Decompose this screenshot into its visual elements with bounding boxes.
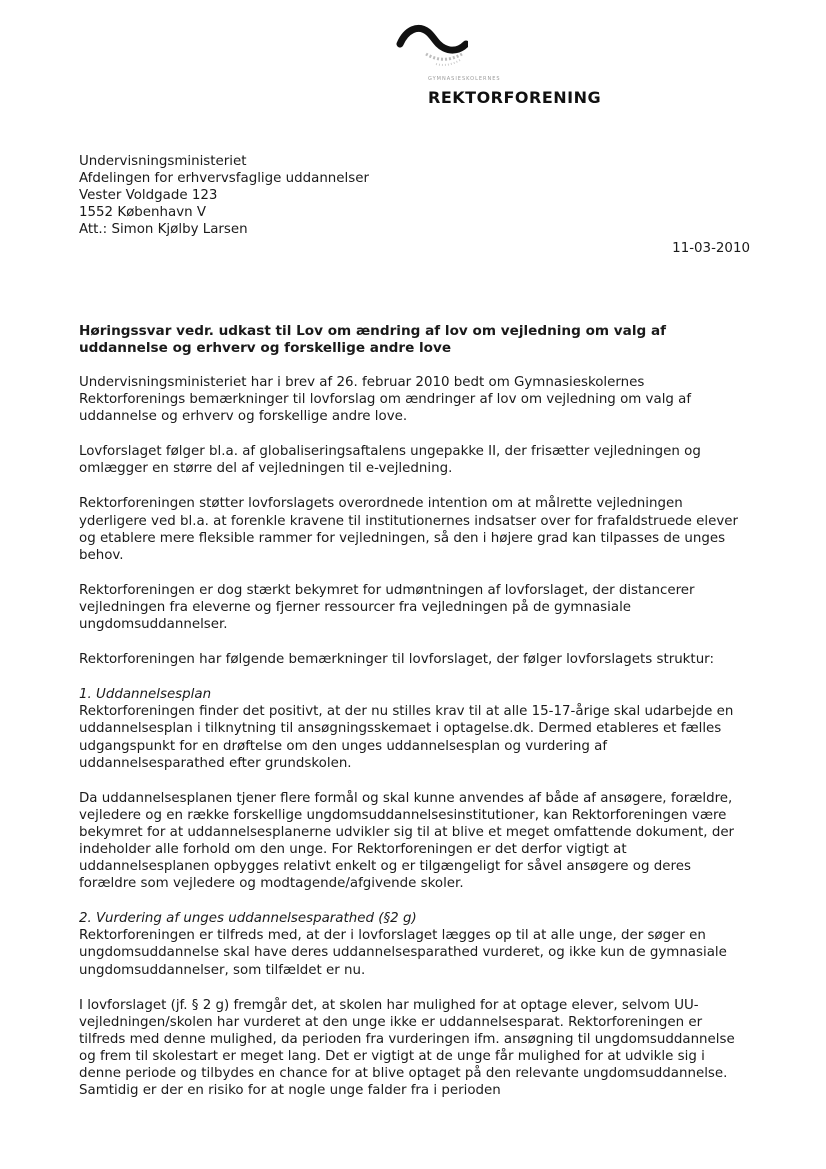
paragraph: Da uddannelsesplanen tjener flere formål og skal kunne anvendes af både af ansøgere, forældre, vejledere og en række forskellige ungdomsuddannelsesinstitutioner, kan Rektorforeningen være bekymret for at uddannelsesplanerne udvikler sig til at blive et meget omfattende dokument, der indeholder alle forhold om den unge. For Rektorforeningen er det derfor vigtigt at uddannelsesplanen opbygges relativt enkelt og er tilgængeligt for såvel ansøgere og deres forældre som vejledere og modtagende/afgivende skoler. bbox=[79, 790, 735, 892]
organization-name: REKTORFORENING bbox=[428, 88, 602, 107]
logo-tagline: GYMNASIESKOLERNES bbox=[428, 76, 501, 82]
section-heading: 1. Uddannelsesplan bbox=[79, 687, 212, 703]
letter-subject: Høringssvar vedr. udkast til Lov om ændring af lov om vejledning om valg af uddannelse og erhverv og forskellige andre love bbox=[79, 323, 667, 356]
paragraph: Rektorforeningen er tilfreds med, at der i lovforslaget lægges op til at alle unge, der søger en ungdomsuddannelse skal have deres uddannelsesparathed vurderet, og ikke kun de gymnasiale ungdomsuddannelser, som tilfældet er nu. bbox=[79, 928, 727, 978]
paragraph: Undervisningsministeriet har i brev af 26. februar 2010 bedt om Gymnasieskolernes Rektorforenings bemærkninger til lovforslag om ændringer af lov om vejledning om valg af uddannelse og erhverv og forskellige andre love. bbox=[79, 375, 692, 425]
paragraph: Rektorforeningen er dog stærkt bekymret for udmøntningen af lovforslaget, der distancerer vejledningen fra eleverne og fjerner ressourcer fra vejledningen på de gymnasiale ungdomsuddannelser. bbox=[79, 582, 695, 633]
letter-body bbox=[79, 374, 744, 1099]
section-heading: 2. Vurdering af unges uddannelsesparathed (§2 g) bbox=[79, 911, 417, 927]
address-line: Vester Voldgade 123 bbox=[79, 188, 218, 203]
address-line: Afdelingen for erhvervsfaglige uddannelser bbox=[79, 171, 369, 186]
paragraph: Rektorforeningen finder det positivt, at der nu stilles krav til at alle 15-17-årige skal udarbejde en uddannelsesplan i tilknytning til ansøgningsskemaet i optagelse.dk. Dermed etableres et fælles udgangspunkt for en drøftelse om den unges uddannelsesplan og vurdering af uddannelsesparathed efter grundskolen. bbox=[79, 704, 734, 771]
letter-date: 11-03-2010 bbox=[672, 241, 750, 256]
paragraph: Rektorforeningen støtter lovforslagets overordnede intention om at målrette vejledningen yderligere ved bl.a. at forenkle kravene til institutionernes indsatser over for frafaldstruede elever og etablere mere fleksible rammer for vejledningen, så den i højere grad kan tilpasses de unges behov. bbox=[79, 496, 739, 563]
address-line: 1552 København V bbox=[79, 205, 207, 220]
paragraph: Lovforslaget følger bl.a. af globaliseringsaftalens ungepakke II, der frisætter vejledningen og omlægger en større del af vejledningen til e-vejledning. bbox=[79, 444, 701, 477]
rektorforening-logo-icon bbox=[396, 20, 468, 72]
recipient-address bbox=[79, 153, 369, 238]
address-line: Undervisningsministeriet bbox=[79, 154, 247, 169]
paragraph: Rektorforeningen har følgende bemærkninger til lovforslaget, der følger lovforslagets struktur: bbox=[79, 652, 714, 668]
paragraph: I lovforslaget (jf. § 2 g) fremgår det, at skolen har mulighed for at optage elever, selvom UU-vejledningen/skolen har vurderet at den unge ikke er uddannelsesparat. Rektorforeningen er tilfreds med denne mulighed, da perioden fra vurderingen ifm. ansøgning til ungdomsuddannelse og frem til skolestart er meget lang. Det er vigtigt at de unge får mulighed for at udvikle sig i denne periode og tilbydes en chance for at blive optaget på den relevante ungdomsuddannelse. Samtidig er der en risiko for at nogle unge falder fra i perioden bbox=[79, 997, 735, 1099]
address-line: Att.: Simon Kjølby Larsen bbox=[79, 222, 248, 237]
